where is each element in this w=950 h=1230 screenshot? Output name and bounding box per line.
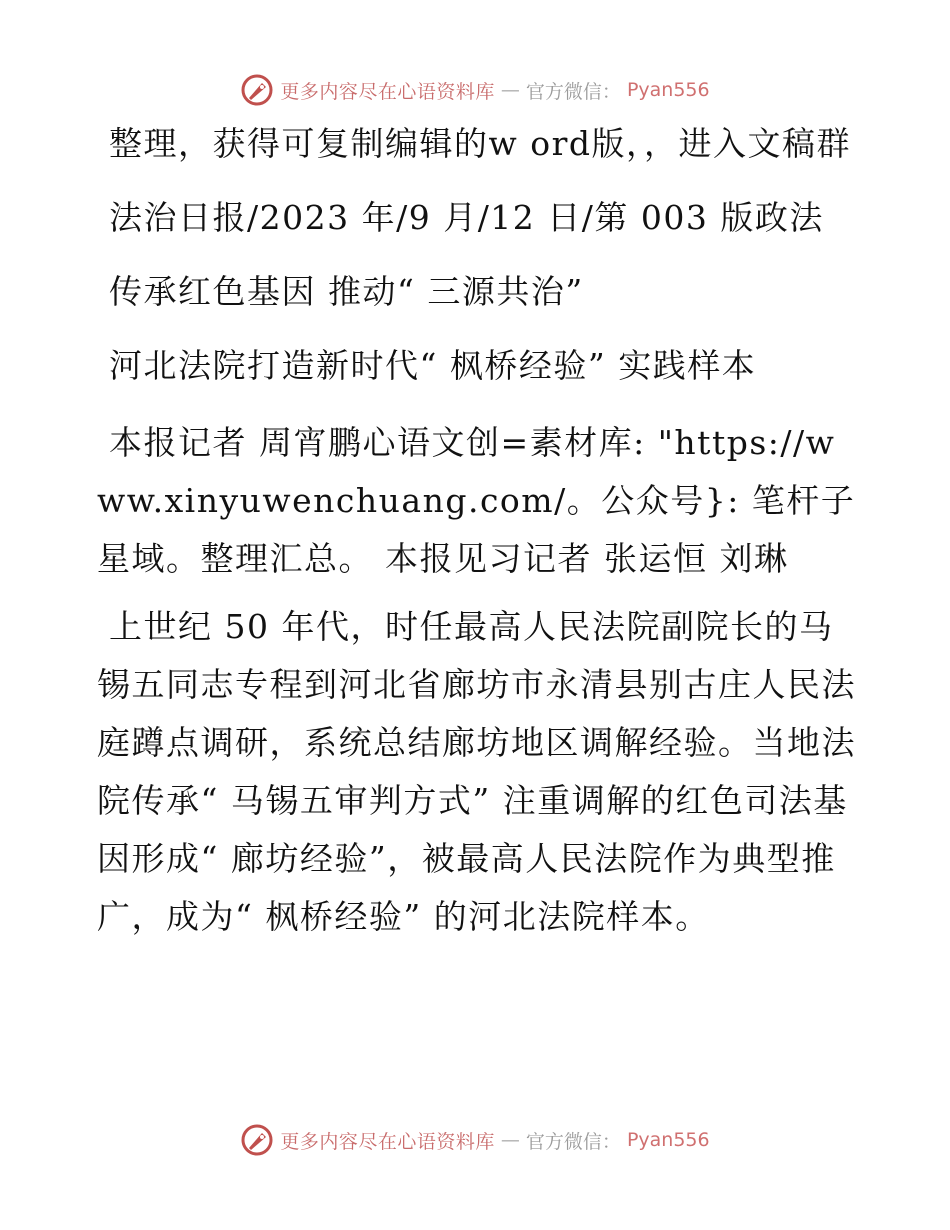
watermark-site-text: 更多内容尽在心语资料库 (280, 80, 495, 103)
watermark-separator: — (500, 79, 520, 101)
source-line: 法治日报/2023 年/9 月/12 日/第 003 版政法 (109, 198, 824, 237)
byline: 本报记者 周宵鹏心语文创=素材库: "https://www.xinyuwenchuang.com/。公众号}: 笔杆子星域。整理汇总。 本报见习记者 张运恒 刘琳 (97, 423, 856, 578)
watermark-label: 官方微信： (525, 80, 621, 103)
footer-watermark (0, 1120, 950, 1160)
pen-nib-logo-icon (240, 73, 274, 107)
watermark-handle: Pyan556 (626, 1129, 710, 1151)
document-body (97, 118, 857, 946)
headline-secondary: 河北法院打造新时代“ 枫桥经验” 实践样本 (109, 346, 757, 385)
watermark-site-text: 更多内容尽在心语资料库 (280, 1130, 495, 1153)
watermark-label: 官方微信： (525, 1130, 621, 1153)
pen-nib-logo-icon (240, 1123, 274, 1157)
body-paragraph: 上世纪 50 年代，时任最高人民法院副院长的马锡五同志专程到河北省廊坊市永清县别古庄人民法庭蹲点调研，系统总结廊坊地区调解经验。当地法院传承“ 马锡五审判方式” 注重调解的红色司法基因形成“ 廊坊经验”，被最高人民法院作为典型推广，成为“ 枫桥经验” 的河北法院样本。 (97, 607, 856, 936)
headline-primary: 传承红色基因 推动“ 三源共治” (109, 272, 584, 311)
watermark-separator: — (500, 1129, 520, 1151)
watermark-handle: Pyan556 (626, 79, 710, 101)
header-watermark (0, 70, 950, 110)
intro-paragraph: 整理，获得可复制编辑的w ord版，，进入文稿群 (109, 124, 852, 163)
